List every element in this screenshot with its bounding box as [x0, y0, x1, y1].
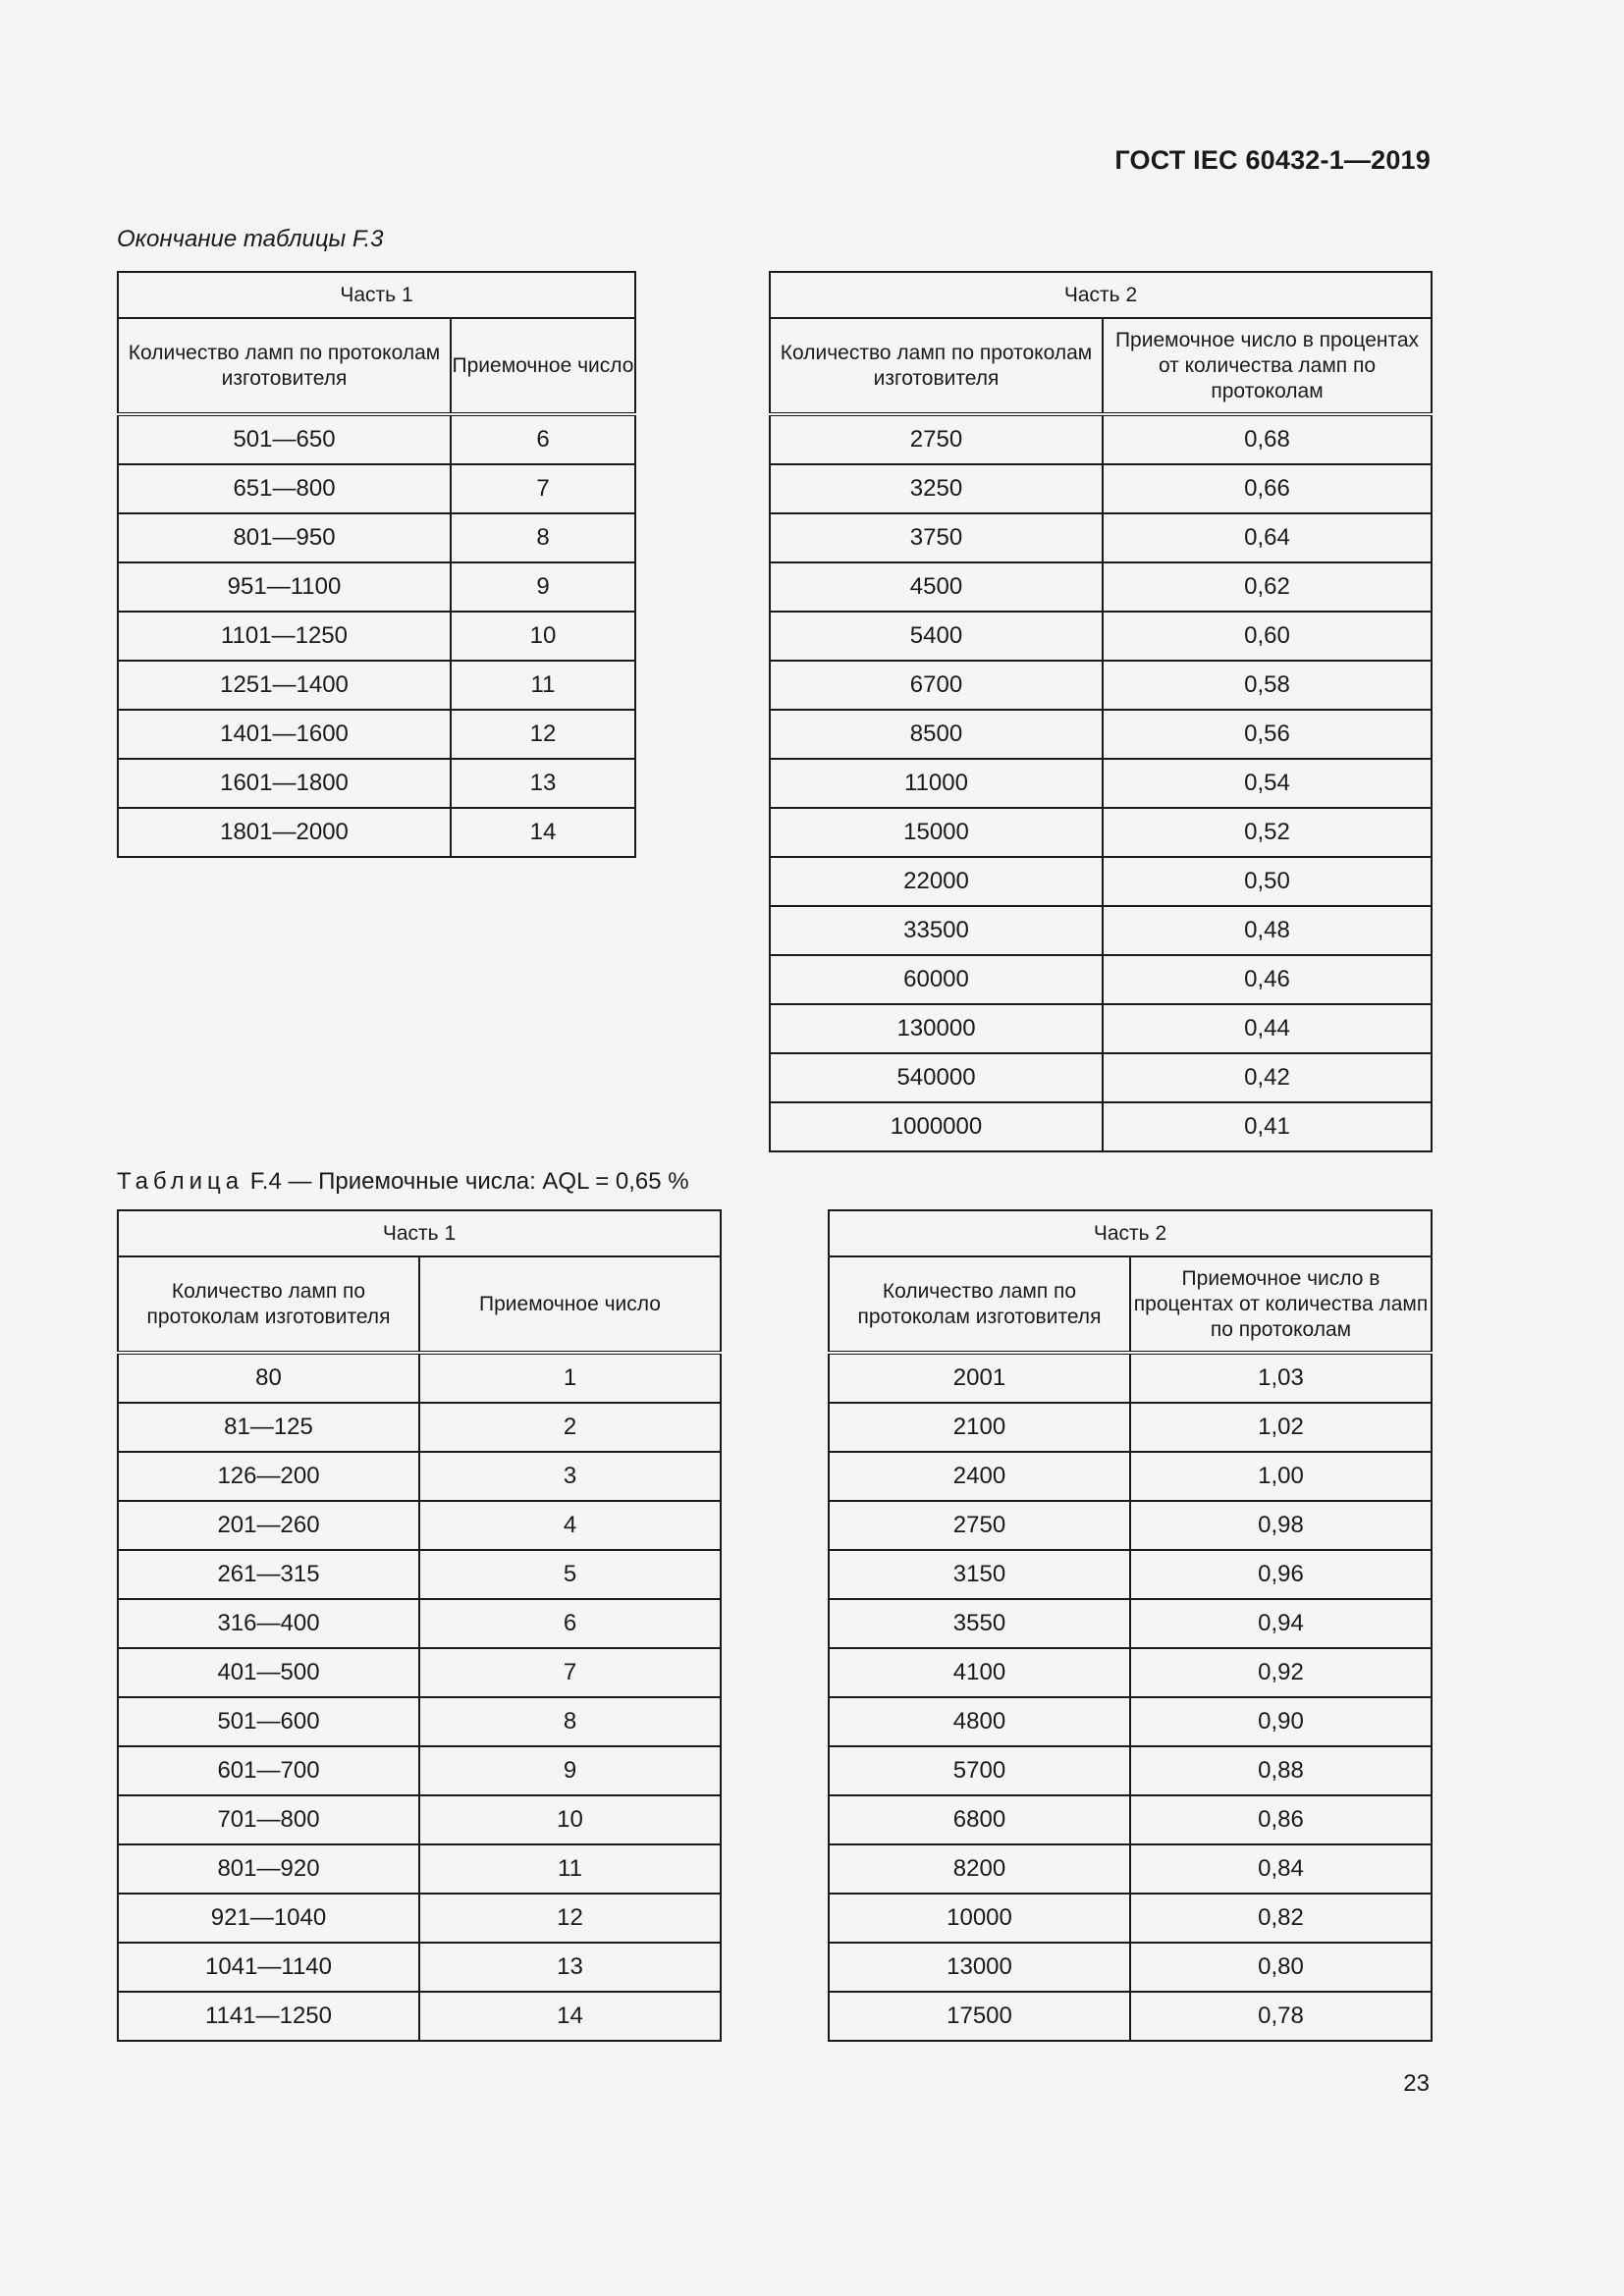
table-row — [770, 513, 1432, 562]
part-title: Часть 2 — [770, 272, 1432, 318]
cell-acceptance-value: 0,86 — [1130, 1795, 1432, 1844]
cell-lamp-count: 2750 — [829, 1501, 1130, 1550]
cell-lamp-count: 1000000 — [770, 1102, 1103, 1151]
table-row — [829, 1746, 1432, 1795]
cell-acceptance-value: 0,88 — [1130, 1746, 1432, 1795]
cell-acceptance-value: 11 — [419, 1844, 721, 1894]
table-row — [118, 1648, 721, 1697]
table-row — [118, 1992, 721, 2041]
cell-lamp-count: 501—650 — [118, 414, 451, 464]
table-row — [118, 1452, 721, 1501]
cell-lamp-count: 5700 — [829, 1746, 1130, 1795]
table-row — [829, 1353, 1432, 1403]
cell-acceptance-value: 0,60 — [1103, 612, 1432, 661]
cell-acceptance-value: 9 — [419, 1746, 721, 1795]
cell-lamp-count: 22000 — [770, 857, 1103, 906]
column-header-acceptance-percent: Приемочное число в процентах от количества ламп по протоколам — [1130, 1256, 1432, 1353]
cell-lamp-count: 8500 — [770, 710, 1103, 759]
cell-lamp-count: 261—315 — [118, 1550, 419, 1599]
cell-lamp-count: 501—600 — [118, 1697, 419, 1746]
table-row — [118, 612, 635, 661]
cell-acceptance-value: 7 — [451, 464, 635, 513]
cell-lamp-count: 201—260 — [118, 1501, 419, 1550]
cell-acceptance-value: 0,44 — [1103, 1004, 1432, 1053]
table-row — [770, 464, 1432, 513]
cell-lamp-count: 6800 — [829, 1795, 1130, 1844]
table-row — [770, 1004, 1432, 1053]
cell-acceptance-value: 9 — [451, 562, 635, 612]
table-f3-part2 — [769, 271, 1433, 1152]
table-row — [829, 1943, 1432, 1992]
cell-acceptance-value: 14 — [419, 1992, 721, 2041]
cell-acceptance-value: 10 — [451, 612, 635, 661]
cell-lamp-count: 2100 — [829, 1403, 1130, 1452]
cell-lamp-count: 130000 — [770, 1004, 1103, 1053]
cell-acceptance-value: 0,92 — [1130, 1648, 1432, 1697]
cell-lamp-count: 11000 — [770, 759, 1103, 808]
cell-lamp-count: 4800 — [829, 1697, 1130, 1746]
cell-lamp-count: 3550 — [829, 1599, 1130, 1648]
cell-acceptance-value: 0,64 — [1103, 513, 1432, 562]
table-row — [829, 1599, 1432, 1648]
cell-acceptance-value: 6 — [419, 1599, 721, 1648]
column-header-acceptance-percent: Приемочное число в процентах от количества ламп по протоколам — [1103, 318, 1432, 414]
cell-acceptance-value: 11 — [451, 661, 635, 710]
cell-acceptance-value: 0,68 — [1103, 414, 1432, 464]
cell-lamp-count: 126—200 — [118, 1452, 419, 1501]
table-row — [118, 464, 635, 513]
cell-lamp-count: 801—950 — [118, 513, 451, 562]
table-row — [829, 1992, 1432, 2041]
cell-lamp-count: 701—800 — [118, 1795, 419, 1844]
cell-acceptance-value: 2 — [419, 1403, 721, 1452]
cell-lamp-count: 6700 — [770, 661, 1103, 710]
cell-lamp-count: 4100 — [829, 1648, 1130, 1697]
cell-acceptance-value: 3 — [419, 1452, 721, 1501]
cell-acceptance-value: 12 — [419, 1894, 721, 1943]
table-row — [829, 1648, 1432, 1697]
cell-lamp-count: 1251—1400 — [118, 661, 451, 710]
part-title: Часть 2 — [829, 1210, 1432, 1256]
cell-acceptance-value: 0,50 — [1103, 857, 1432, 906]
cell-acceptance-value: 1,02 — [1130, 1403, 1432, 1452]
table-row — [770, 710, 1432, 759]
table-row — [829, 1697, 1432, 1746]
table-row — [829, 1844, 1432, 1894]
table-row — [770, 857, 1432, 906]
cell-acceptance-value: 0,41 — [1103, 1102, 1432, 1151]
table-row — [118, 808, 635, 857]
cell-lamp-count: 3150 — [829, 1550, 1130, 1599]
cell-lamp-count: 1101—1250 — [118, 612, 451, 661]
cell-acceptance-value: 12 — [451, 710, 635, 759]
table-row — [118, 1746, 721, 1795]
cell-acceptance-value: 13 — [419, 1943, 721, 1992]
cell-lamp-count: 2001 — [829, 1353, 1130, 1403]
cell-acceptance-value: 14 — [451, 808, 635, 857]
cell-acceptance-value: 0,66 — [1103, 464, 1432, 513]
cell-acceptance-value: 7 — [419, 1648, 721, 1697]
cell-acceptance-value: 10 — [419, 1795, 721, 1844]
column-header-acceptance-number: Приемочное число — [451, 318, 635, 414]
table-row — [829, 1795, 1432, 1844]
table-row — [118, 1894, 721, 1943]
cell-acceptance-value: 0,46 — [1103, 955, 1432, 1004]
table-row — [770, 612, 1432, 661]
page-number: 23 — [1403, 2070, 1430, 2097]
table-row — [770, 1102, 1432, 1151]
table-f3-part1 — [117, 271, 636, 858]
cell-acceptance-value: 0,78 — [1130, 1992, 1432, 2041]
column-header-acceptance-number: Приемочное число — [419, 1256, 721, 1353]
cell-lamp-count: 316—400 — [118, 1599, 419, 1648]
cell-lamp-count: 921—1040 — [118, 1894, 419, 1943]
cell-acceptance-value: 8 — [419, 1697, 721, 1746]
table-row — [829, 1452, 1432, 1501]
column-header-lamp-count: Количество ламп по протоколам изготовителя — [829, 1256, 1130, 1353]
cell-acceptance-value: 0,84 — [1130, 1844, 1432, 1894]
table-row — [118, 1403, 721, 1452]
cell-lamp-count: 15000 — [770, 808, 1103, 857]
table-row — [829, 1501, 1432, 1550]
cell-lamp-count: 10000 — [829, 1894, 1130, 1943]
cell-lamp-count: 4500 — [770, 562, 1103, 612]
cell-lamp-count: 8200 — [829, 1844, 1130, 1894]
table-f4-part2 — [828, 1209, 1433, 2042]
cell-acceptance-value: 1 — [419, 1353, 721, 1403]
cell-acceptance-value: 8 — [451, 513, 635, 562]
cell-acceptance-value: 0,52 — [1103, 808, 1432, 857]
table-row — [770, 661, 1432, 710]
part-title: Часть 1 — [118, 272, 635, 318]
cell-acceptance-value: 4 — [419, 1501, 721, 1550]
cell-lamp-count: 13000 — [829, 1943, 1130, 1992]
table-row — [118, 1943, 721, 1992]
table-row — [118, 414, 635, 464]
cell-lamp-count: 1401—1600 — [118, 710, 451, 759]
column-header-lamp-count: Количество ламп по протоколам изготовителя — [118, 318, 451, 414]
cell-acceptance-value: 0,96 — [1130, 1550, 1432, 1599]
cell-acceptance-value: 0,82 — [1130, 1894, 1432, 1943]
cell-acceptance-value: 0,58 — [1103, 661, 1432, 710]
cell-acceptance-value: 13 — [451, 759, 635, 808]
cell-acceptance-value: 0,48 — [1103, 906, 1432, 955]
table-row — [118, 513, 635, 562]
cell-acceptance-value: 0,54 — [1103, 759, 1432, 808]
table-f4-caption-word: Таблица — [117, 1168, 244, 1195]
cell-acceptance-value: 0,80 — [1130, 1943, 1432, 1992]
table-row — [770, 906, 1432, 955]
cell-lamp-count: 33500 — [770, 906, 1103, 955]
cell-lamp-count: 80 — [118, 1353, 419, 1403]
table-row — [770, 759, 1432, 808]
table-row — [829, 1894, 1432, 1943]
table-row — [118, 1795, 721, 1844]
cell-lamp-count: 5400 — [770, 612, 1103, 661]
column-header-lamp-count: Количество ламп по протоколам изготовителя — [118, 1256, 419, 1353]
cell-lamp-count: 81—125 — [118, 1403, 419, 1452]
table-row — [118, 710, 635, 759]
cell-lamp-count: 2400 — [829, 1452, 1130, 1501]
table-f4-caption-text: F.4 — Приемочные числа: AQL = 0,65 % — [249, 1168, 689, 1195]
table-row — [770, 414, 1432, 464]
table-row — [770, 562, 1432, 612]
cell-lamp-count: 1041—1140 — [118, 1943, 419, 1992]
cell-acceptance-value: 0,90 — [1130, 1697, 1432, 1746]
table-f4-part1 — [117, 1209, 722, 2042]
document-code: ГОСТ IEC 60432-1—2019 — [1114, 145, 1431, 175]
table-row — [118, 759, 635, 808]
table-f3-continuation-caption: Окончание таблицы F.3 — [117, 226, 384, 252]
cell-lamp-count: 2750 — [770, 414, 1103, 464]
table-row — [118, 562, 635, 612]
cell-lamp-count: 540000 — [770, 1053, 1103, 1102]
cell-acceptance-value: 6 — [451, 414, 635, 464]
table-f4-caption — [117, 1168, 689, 1196]
table-row — [829, 1550, 1432, 1599]
cell-lamp-count: 651—800 — [118, 464, 451, 513]
table-row — [118, 1501, 721, 1550]
cell-lamp-count: 60000 — [770, 955, 1103, 1004]
cell-lamp-count: 3250 — [770, 464, 1103, 513]
cell-acceptance-value: 0,94 — [1130, 1599, 1432, 1648]
table-row — [770, 1053, 1432, 1102]
table-row — [829, 1403, 1432, 1452]
column-header-lamp-count: Количество ламп по протоколам изготовителя — [770, 318, 1103, 414]
cell-lamp-count: 401—500 — [118, 1648, 419, 1697]
cell-lamp-count: 3750 — [770, 513, 1103, 562]
table-row — [118, 661, 635, 710]
cell-lamp-count: 1601—1800 — [118, 759, 451, 808]
cell-acceptance-value: 0,62 — [1103, 562, 1432, 612]
part-title: Часть 1 — [118, 1210, 721, 1256]
cell-lamp-count: 951—1100 — [118, 562, 451, 612]
cell-lamp-count: 1801—2000 — [118, 808, 451, 857]
cell-acceptance-value: 1,00 — [1130, 1452, 1432, 1501]
table-row — [118, 1353, 721, 1403]
table-row — [770, 955, 1432, 1004]
cell-lamp-count: 1141—1250 — [118, 1992, 419, 2041]
table-row — [118, 1844, 721, 1894]
table-row — [118, 1697, 721, 1746]
cell-acceptance-value: 5 — [419, 1550, 721, 1599]
cell-acceptance-value: 0,56 — [1103, 710, 1432, 759]
cell-acceptance-value: 0,98 — [1130, 1501, 1432, 1550]
cell-acceptance-value: 1,03 — [1130, 1353, 1432, 1403]
cell-lamp-count: 801—920 — [118, 1844, 419, 1894]
cell-lamp-count: 601—700 — [118, 1746, 419, 1795]
cell-lamp-count: 17500 — [829, 1992, 1130, 2041]
table-row — [118, 1550, 721, 1599]
cell-acceptance-value: 0,42 — [1103, 1053, 1432, 1102]
table-row — [118, 1599, 721, 1648]
table-row — [770, 808, 1432, 857]
